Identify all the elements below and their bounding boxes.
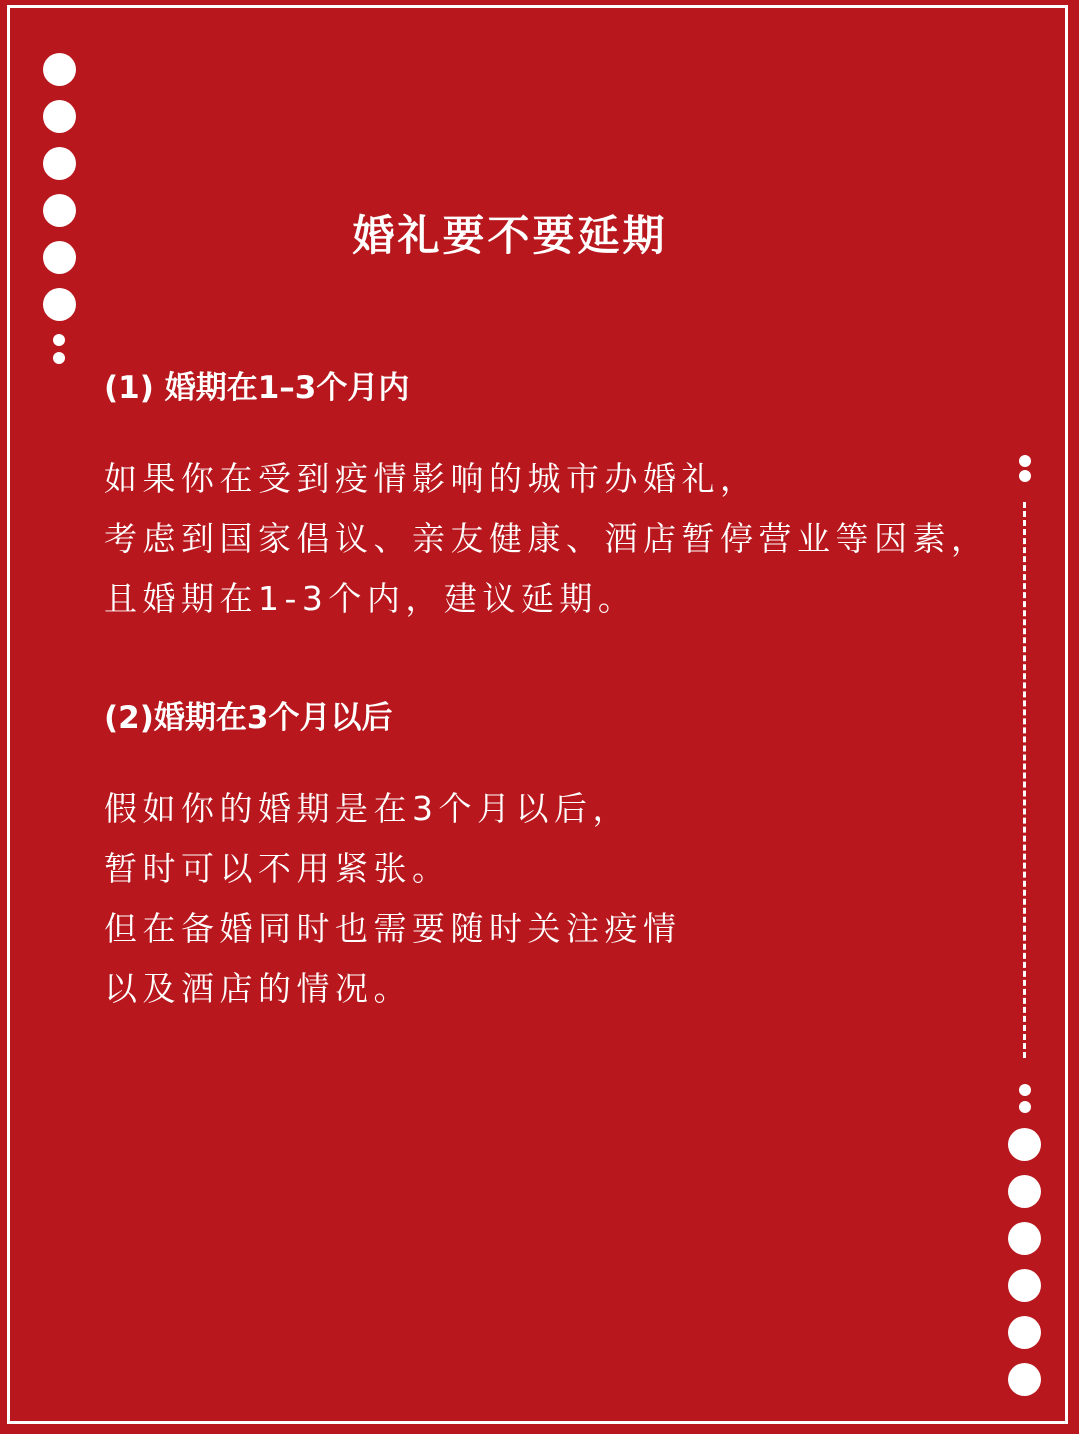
decor-dot-small — [1019, 1101, 1031, 1113]
page-title: 婚礼要不要延期 — [352, 211, 668, 260]
decor-dot — [1008, 1316, 1041, 1349]
section1-heading: (1) 婚期在1–3个月内 — [104, 370, 410, 406]
decor-dot — [1008, 1269, 1041, 1302]
section2-line: 以及酒店的情况。 — [104, 969, 412, 1008]
decor-dot — [43, 147, 76, 180]
decor-dot-small — [1019, 455, 1031, 467]
decor-dot — [1008, 1128, 1041, 1161]
decor-dot — [1008, 1363, 1041, 1396]
section2-heading: (2)婚期在3个月以后 — [104, 700, 393, 736]
decor-dot-small — [1019, 1084, 1031, 1096]
section2-paragraph — [104, 779, 682, 1019]
decor-dashed-line — [1023, 502, 1026, 1058]
section2-line: 但在备婚同时也需要随时关注疫情 — [104, 909, 682, 948]
decor-dot — [43, 53, 76, 86]
section2-line: 暂时可以不用紧张。 — [104, 849, 451, 888]
decor-dot-small — [53, 352, 65, 364]
decor-dot-small — [53, 334, 65, 346]
decor-dot — [1008, 1175, 1041, 1208]
section2-line: 假如你的婚期是在3个月以后， — [104, 789, 631, 828]
section1-paragraph — [104, 449, 990, 629]
decor-dot — [1008, 1222, 1041, 1255]
decor-dot-small — [1019, 470, 1031, 482]
decor-dot — [43, 100, 76, 133]
section1-line: 考虑到国家倡议、亲友健康、酒店暂停营业等因素， — [104, 519, 990, 558]
decor-dot — [43, 288, 76, 321]
section1-line: 如果你在受到疫情影响的城市办婚礼， — [104, 459, 759, 498]
section1-line: 且婚期在1-3个内，建议延期。 — [104, 579, 637, 618]
